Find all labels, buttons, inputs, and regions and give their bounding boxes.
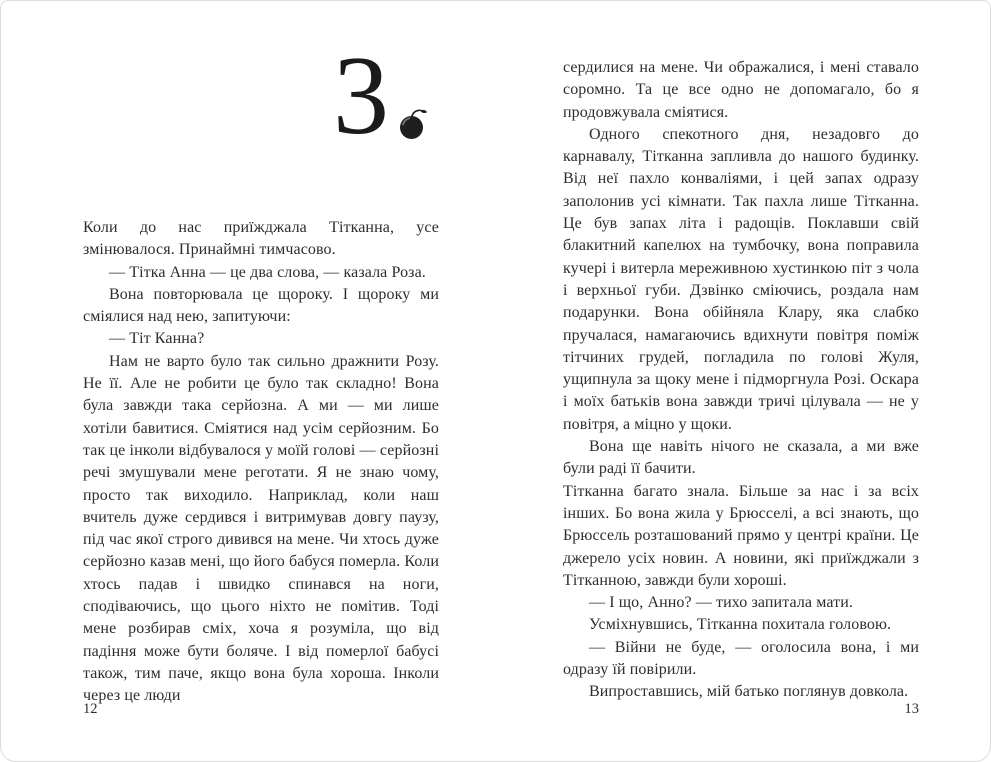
paragraph: Вона ще навіть нічого не сказала, а ми вже були раді її бачити. [563,438,919,478]
paragraph: Випроставшись, мій батько поглянув довкола. [589,683,909,701]
paragraph: Усміхнувшись, Тітканна похитала головою. [589,616,892,634]
paragraph: Коли до нас приїжджала Тітканна, усе змінювалося. Принаймні тимчасово. [83,219,439,259]
paragraph: — Тітка Анна — це два слова, — казала Роза. [109,263,426,281]
plum-icon [397,107,429,141]
paragraph: — І що, Анно? — тихо запитала мати. [589,594,853,612]
page-right-text [563,57,919,704]
paragraph: Нам не варто було так сильно дражнити Розу. Не її. Але не робити це було так складно! Вона була завжди така серйозна. А ми — ми лише хотіли бавитися. Сміятися над усім серйозним. Бо так це інколи відбувалося у моїй голові — серйозні речі змушували мене реготати. Я не знаю чому, просто так виходило. Наприклад, коли наш вчитель дуже сердився і витримував довгу паузу, під час якої строго дивився на мене. Чи хтось дуже серйозно казав мені, що його бабуся померла. Коли хтось падав і швидко спинався на ноги, сподіваючись, що цього ніхто не помітив. Тоді мене розбирав сміх, хоча я розуміла, що від падіння може бути боляче. І від померлої бабусі також, тим паче, якщо вона була хороша. Інколи через це люди [83,352,439,705]
chapter-number: 3 [333,34,389,158]
paragraph: Тітканна багато знала. Більше за нас і за всіх інших. Бо вона жила у Брюсселі, а всі знають, що Брюссель розташований прямо у центрі країни. Це джерело усіх новин. А новини, які приїжджали з Тітканною, завжди були хороші. [563,482,919,589]
paragraph: — Війни не буде, — оголосила вона, і ми одразу їй повірили. [563,638,919,679]
chapter-header [333,34,429,158]
paragraph: Одного спекотного дня, незадовго до карнавалу, Тітканна запливла до нашого будинку. Від неї пахло конваліями, і цей запах одразу заполонив усі кімнати. Так пахла лише Тітканна. Це був запах літа і радощів. Поклавши свій блакитний капелюх на тумбочку, вона поправила кучері і витерла мереживною хустинкою піт з чола і верхньої губи. Дзвінко сміючись, роздала нам подарунки. Вона обійняла Клару, яка слабко пручалася, намагаючись вдихнути повітря поміж тітчиних грудей, погладила по голові Жуля, ущипнула за щоку мене і підморгнула Розі. Оскара і моїх батьків вона завжди тричі цілувала — не у повітря, а міцно у щоки. [563,125,919,433]
paragraph: — Тіт Канна? [109,330,205,348]
page-number-left: 12 [83,701,98,717]
paragraph: сердилися на мене. Чи ображалися, і мені ставало соромно. Та це все одно не допомагало, бо я продовжувала сміятися. [563,59,919,121]
paragraph: Вона повторювала це щороку. І щороку ми сміялися над нею, запитуючи: [83,285,439,326]
page-number-right: 13 [904,701,919,717]
page-left-text [83,217,439,708]
